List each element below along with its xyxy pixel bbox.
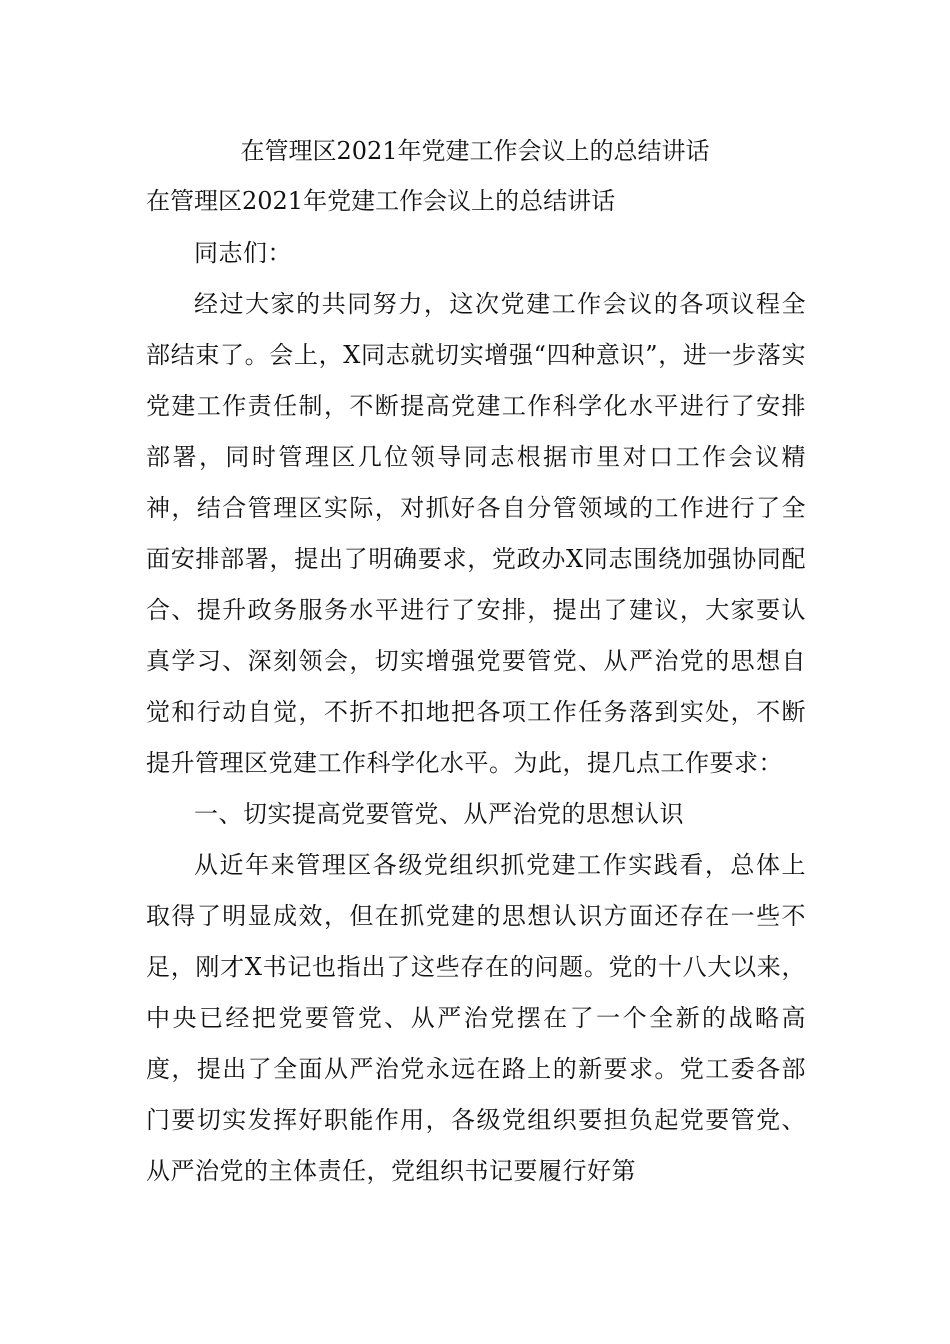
intro-paragraph: 经过大家的共同努力，这次党建工作会议的各项议程全部结束了。会上，X同志就切实增强“四种意识”，进一步落实党建工作责任制，不断提高党建工作科学化水平进行了安排部署，同时管理区几位领导同志根据市里对口工作会议精神，结合管理区实际，对抓好各自分管领域的工作进行了全面安排部署，提出了明确要求，党政办X同志围绕加强协同配合、提升政务服务水平进行了安排，提出了建议，大家要认真学习、深刻领会，切实增强党要管党、从严治党的思想自觉和行动自觉，不折不扣地把各项工作任务落到实处，不断提升管理区党建工作科学化水平。为此，提几点工作要求：	[146, 290, 806, 777]
document-subtitle: 在管理区2021年党建工作会议上的总结讲话	[146, 187, 616, 215]
document-body	[146, 228, 806, 1197]
section-heading: 一、切实提高党要管党、从严治党的思想认识	[194, 800, 684, 828]
document-title: 在管理区2021年党建工作会议上的总结讲话	[240, 137, 710, 165]
section-paragraph: 从近年来管理区各级党组织抓党建工作实践看，总体上取得了明显成效，但在抓党建的思想认识方面还存在一些不足，刚才X书记也指出了这些存在的问题。党的十八大以来，中央已经把党要管党、从严治党摆在了一个全新的战略高度，提出了全面从严治党永远在路上的新要求。党工委各部门要切实发挥好职能作用，各级党组织要担负起党要管党、从严治党的主体责任，党组织书记要履行好第	[146, 851, 806, 1185]
salutation-paragraph: 同志们：	[194, 239, 292, 267]
